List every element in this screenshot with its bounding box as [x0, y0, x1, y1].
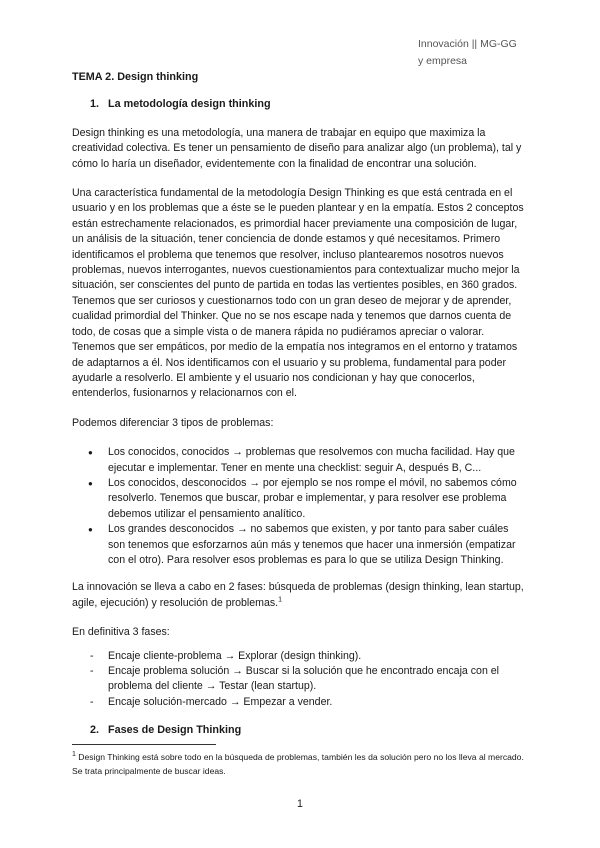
- list-item: ● Los conocidos, desconocidos → por ejemplo se nos rompe el móvil, no sabemos cómo resolverlo. Tenemos que buscar, probar e implementar, y para resolver ese problema debemos utilizar el pensamiento analítico.: [72, 476, 528, 522]
- section-1-title: La metodología design thinking: [108, 98, 271, 111]
- paragraph-5: En definitiva 3 fases:: [72, 626, 170, 639]
- paragraph-1: Design thinking es una metodología, una manera de trabajar en equipo que maximiza la creatividad colectiva. Es tener un pensamiento de diseño para analizar algo (un problema), tal y cómo lo haría un diseñador, evidentemente con la finalidad de encontrar una solución.: [72, 126, 522, 170]
- header-line-1: Innovación || MG-GG: [418, 38, 517, 50]
- paragraph-2: Una característica fundamental de la metodología Design Thinking es que está centrada en el usuario y en los problemas que a éste se le pueden plantear y en la empatía. Estos 2 conceptos están estrechamente relacionados, es primordial hacer previamente una composición de lugar, un análisis de la situación, tener conciencia de donde estamos y qué necesitamos. Primero identificamos el problema que tenemos que resolver, incluso plantearemos nosotros nuevos problemas, nuevos interrogantes, nuevos cuestionamientos para contextualizar mucho mejor la situación, ser conscientes del punto de partida en todas las vertientes posibles, en 360 grados. Tenemos que ser curiosos y cuestionarnos todo con un gran deseo de mejorar y de aprender, cualidad primordial del Thinker. Que no se nos escape nada y tenemos que darnos cuenta de todo, de cosas que a simple vista o de manera rápida no pudiéramos apreciar o valorar. Tenemos que ser empáticos, por medio de la empatía nos integramos en el entorno y tratamos de adaptarnos a él. Nos identificamos con el usuario y su problema, fundamental para poder ayudarle a resolverlo. El ambiente y el usuario nos condicionan y hay que conocerlos, entenderlos, fusionarnos y relacionarnos con el.: [72, 187, 524, 400]
- footnote: [72, 750, 532, 778]
- footnote-divider: [72, 744, 216, 745]
- page-number: 1: [297, 798, 303, 810]
- document-body: [72, 70, 528, 752]
- section-2-heading: [90, 723, 528, 738]
- footnote-number: 1: [72, 751, 76, 759]
- section-2-number: 2.: [90, 724, 100, 737]
- list-item: - Encaje solución-mercado → Empezar a vender.: [72, 695, 528, 710]
- page-header: [418, 36, 517, 70]
- section-2-title: Fases de Design Thinking: [108, 724, 242, 737]
- footnote-text: Design Thinking está sobre todo en la búsqueda de problemas, también les da solución pero no los lleva al mercado. Se trata principalmente de buscar ideas.: [72, 752, 524, 776]
- paragraph-4: [72, 580, 528, 611]
- footnote-reference[interactable]: 1: [278, 596, 283, 604]
- list-item: ● Los conocidos, conocidos → problemas que resolvemos con mucha facilidad. Hay que ejecutar e implementar. Tener en mente una checklist: seguir A, después B, C...: [72, 445, 528, 476]
- paragraph-3: Podemos diferenciar 3 tipos de problemas:: [72, 416, 274, 429]
- list-item: ● Los grandes desconocidos → no sabemos que existen, y por tanto para saber cuáles son tenemos que esforzarnos aún más y tenemos que hacer una inmersión (empatizar con el otro). Para resolver esos problemas es para lo que se utiliza Design Thinking.: [72, 522, 528, 568]
- section-1-heading: [90, 97, 528, 112]
- header-line-2: y empresa: [418, 55, 468, 67]
- list-item: - Encaje problema solución → Buscar si la solución que he encontrado encaja con el problema del cliente → Testar (lean startup).: [72, 664, 528, 695]
- phases-list: [72, 649, 528, 711]
- paragraph-4-text: La innovación se lleva a cabo en 2 fases: búsqueda de problemas (design thinking, lean startup, agile, ejecución) y resolución de problemas.: [72, 581, 524, 609]
- problem-types-list: [72, 445, 528, 568]
- topic-title: TEMA 2. Design thinking: [72, 71, 199, 83]
- list-item: - Encaje cliente-problema → Explorar (design thinking).: [72, 649, 528, 664]
- section-1-number: 1.: [90, 98, 100, 111]
